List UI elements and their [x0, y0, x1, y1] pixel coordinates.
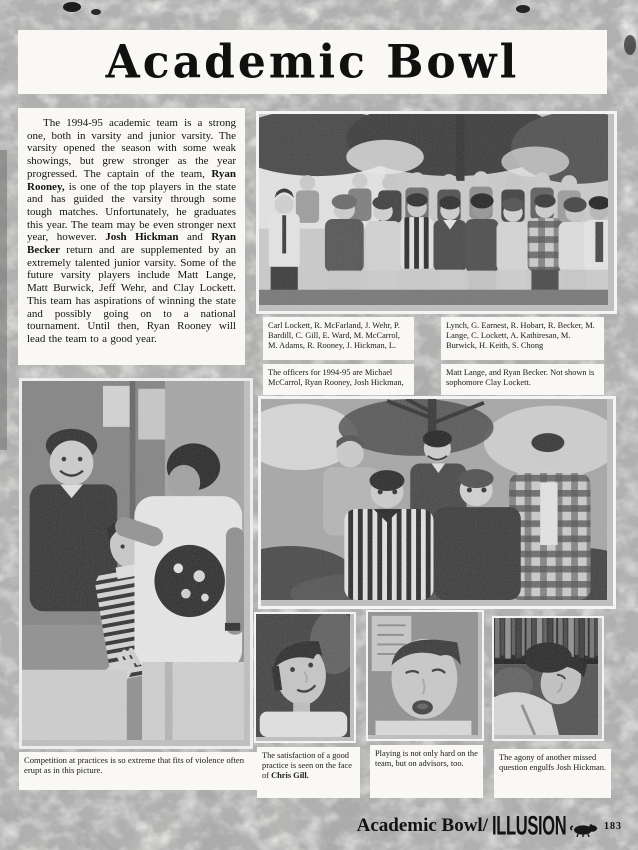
photo-caption-practice: Competition at practices is so extreme that fits of violence often erupt as in this picture. — [19, 752, 258, 790]
chris-gill-photo — [254, 612, 356, 743]
title-band — [18, 30, 607, 94]
page-number: 183 — [604, 820, 622, 832]
advisor-photo — [366, 610, 484, 741]
page-title: Academic Bowl — [105, 35, 520, 89]
critter-icon — [570, 822, 598, 837]
photo-caption-officers-left: The officers for 1994-95 are Michael McCarrol, Ryan Rooney, Josh Hickman, — [263, 364, 414, 395]
footer-section-label: Academic Bowl/ — [356, 815, 488, 836]
article-box — [18, 108, 245, 365]
photo-caption-officers-right: Matt Lange, and Ryan Becker. Not shown is sophomore Clay Lockett. — [441, 364, 604, 395]
photo-caption-chris-gill: The satisfaction of a good practice is seen on the face of Chris Gill. — [257, 747, 360, 798]
josh-hickman-photo — [492, 616, 604, 741]
article-text: The 1994-95 academic team is a strong one, both in varsity and junior varsity. The varsity opened the season with some weak showings, but grew stronger as the year progressed. The captain of the team, Ryan Rooney, is one of the top players in the state and has guided the varsity through some tough matches. Unfortunately, he graduates this year. The team may be even stronger next year, however. Josh Hickman and Ryan Becker return and are supplemented by an extremely talented junior varsity. Some of the future varsity players include Matt Lange, Matt Burwick, Jeff Wehr, and Clay Lockett. This team has aspirations of winning the state and possibly going on to a national tournament. Until then, Ryan Rooney will lead the team to a good year. — [27, 117, 236, 345]
photo-caption-team-left: Carl Lockett, R. McFarland, J. Wehr, P. Bardill, C. Gill, E. Ward, M. McCarrol, M. Adams, R. Rooney, J. Hickman, L. — [263, 317, 414, 360]
publication-logo: ILLUSION — [492, 810, 567, 841]
photo-caption-advisors: Playing is not only hard on the team, but on advisors, too. — [370, 745, 483, 798]
page-footer — [310, 810, 622, 842]
practice-fight-photo — [19, 378, 253, 749]
varsity-team-group-photo — [256, 111, 617, 314]
photo-caption-team-right: Lynch, G. Earnest, R. Hobart, R. Becker, M. Lange, C. Lockett, A. Kathiresan, M. Burwick, H. Keith, S. Chong — [441, 317, 604, 360]
officers-photo — [258, 396, 616, 609]
photo-caption-josh-hickman: The agony of another missed question engulfs Josh Hickman. — [494, 749, 611, 798]
